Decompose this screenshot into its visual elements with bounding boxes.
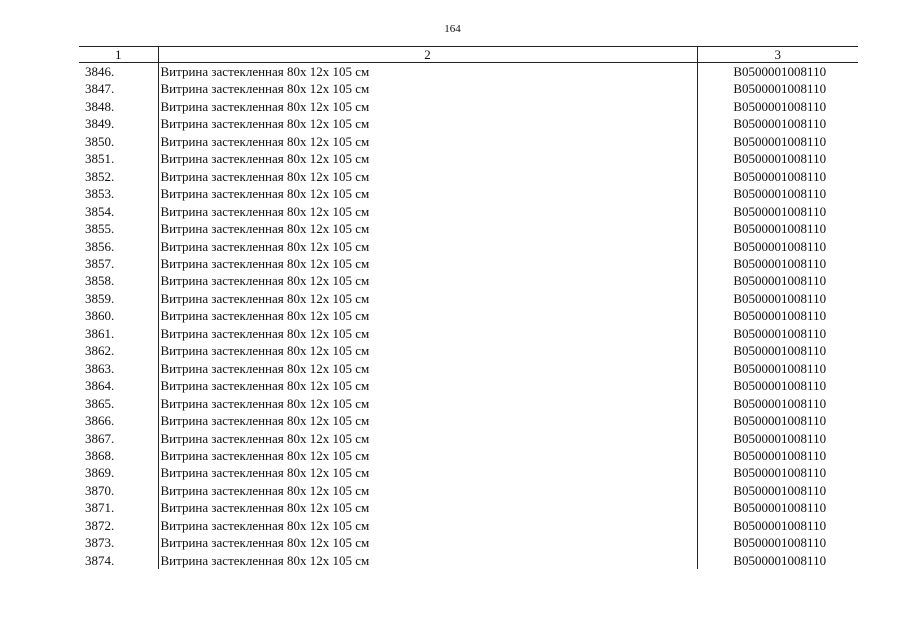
- table-body: [79, 63, 858, 570]
- row-number-cell: 3847.: [85, 81, 115, 97]
- row-number-cell: 3865.: [85, 395, 115, 411]
- table-row: [79, 534, 858, 551]
- inventory-code-cell: В0500001008110: [697, 133, 858, 150]
- inventory-code-cell: В0500001008110: [697, 220, 858, 237]
- table-row: [79, 464, 858, 481]
- inventory-table: [79, 46, 858, 569]
- inventory-code-cell: В0500001008110: [697, 80, 858, 97]
- inventory-code-cell: В0500001008110: [697, 203, 858, 220]
- table-row: [79, 272, 858, 289]
- table-row: [79, 290, 858, 307]
- table-row: [79, 377, 858, 394]
- table-row: [79, 203, 858, 220]
- row-number-cell: 3859.: [85, 290, 115, 306]
- inventory-code-cell: В0500001008110: [697, 412, 858, 429]
- inventory-code-cell: В0500001008110: [697, 115, 858, 132]
- inventory-code-cell: В0500001008110: [697, 307, 858, 324]
- inventory-code-cell: В0500001008110: [697, 98, 858, 115]
- item-name-cell: Витрина застекленная 80х 12х 105 см: [158, 150, 697, 167]
- item-name-cell: Витрина застекленная 80х 12х 105 см: [158, 133, 697, 150]
- table-row: [79, 517, 858, 534]
- table-row: [79, 430, 858, 447]
- inventory-code-cell: В0500001008110: [697, 290, 858, 307]
- row-number-cell: 3848.: [85, 98, 115, 114]
- column-header-2: 2: [158, 47, 697, 63]
- row-number-cell: 3851.: [85, 151, 115, 167]
- table-row: [79, 150, 858, 167]
- row-number-cell: 3869.: [85, 465, 115, 481]
- item-name-cell: Витрина застекленная 80х 12х 105 см: [158, 377, 697, 394]
- row-number-cell: 3873.: [85, 535, 115, 551]
- item-name-cell: Витрина застекленная 80х 12х 105 см: [158, 430, 697, 447]
- inventory-code-cell: В0500001008110: [697, 430, 858, 447]
- row-number-cell: 3850.: [85, 133, 115, 149]
- item-name-cell: Витрина застекленная 80х 12х 105 см: [158, 412, 697, 429]
- table-row: [79, 168, 858, 185]
- item-name-cell: Витрина застекленная 80х 12х 105 см: [158, 447, 697, 464]
- table-row: [79, 342, 858, 359]
- row-number-cell: 3853.: [85, 186, 115, 202]
- inventory-code-cell: В0500001008110: [697, 517, 858, 534]
- item-name-cell: Витрина застекленная 80х 12х 105 см: [158, 499, 697, 516]
- table-row: [79, 307, 858, 324]
- table-row: [79, 80, 858, 97]
- inventory-code-cell: В0500001008110: [697, 325, 858, 342]
- row-number-cell: 3870.: [85, 482, 115, 498]
- inventory-code-cell: В0500001008110: [697, 447, 858, 464]
- inventory-code-cell: В0500001008110: [697, 150, 858, 167]
- item-name-cell: Витрина застекленная 80х 12х 105 см: [158, 238, 697, 255]
- row-number-cell: 3858.: [85, 273, 115, 289]
- item-name-cell: Витрина застекленная 80х 12х 105 см: [158, 325, 697, 342]
- row-number-cell: 3852.: [85, 168, 115, 184]
- inventory-code-cell: В0500001008110: [697, 255, 858, 272]
- item-name-cell: Витрина застекленная 80х 12х 105 см: [158, 63, 697, 81]
- row-number-cell: 3872.: [85, 517, 115, 533]
- inventory-code-cell: В0500001008110: [697, 360, 858, 377]
- row-number-cell: 3849.: [85, 116, 115, 132]
- item-name-cell: Витрина застекленная 80х 12х 105 см: [158, 203, 697, 220]
- row-number-cell: 3846.: [85, 64, 115, 79]
- row-number-cell: 3867.: [85, 430, 115, 446]
- row-number-cell: 3874.: [85, 552, 115, 568]
- row-number-cell: 3864.: [85, 378, 115, 394]
- row-number-cell: 3854.: [85, 203, 115, 219]
- row-number-cell: 3862.: [85, 343, 115, 359]
- table-row: [79, 63, 858, 81]
- inventory-code-cell: В0500001008110: [697, 377, 858, 394]
- table-row: [79, 185, 858, 202]
- inventory-code-cell: В0500001008110: [697, 499, 858, 516]
- item-name-cell: Витрина застекленная 80х 12х 105 см: [158, 517, 697, 534]
- item-name-cell: Витрина застекленная 80х 12х 105 см: [158, 220, 697, 237]
- table-row: [79, 220, 858, 237]
- inventory-code-cell: В0500001008110: [697, 342, 858, 359]
- inventory-code-cell: В0500001008110: [697, 482, 858, 499]
- table-row: [79, 133, 858, 150]
- row-number-cell: 3861.: [85, 325, 115, 341]
- inventory-code-cell: В0500001008110: [697, 238, 858, 255]
- item-name-cell: Витрина застекленная 80х 12х 105 см: [158, 464, 697, 481]
- table-row: [79, 98, 858, 115]
- item-name-cell: Витрина застекленная 80х 12х 105 см: [158, 255, 697, 272]
- item-name-cell: Витрина застекленная 80х 12х 105 см: [158, 98, 697, 115]
- item-name-cell: Витрина застекленная 80х 12х 105 см: [158, 272, 697, 289]
- row-number-cell: 3868.: [85, 447, 115, 463]
- row-number-cell: 3860.: [85, 308, 115, 324]
- item-name-cell: Витрина застекленная 80х 12х 105 см: [158, 290, 697, 307]
- item-name-cell: Витрина застекленная 80х 12х 105 см: [158, 534, 697, 551]
- inventory-code-cell: В0500001008110: [697, 168, 858, 185]
- page-number: 164: [444, 23, 461, 35]
- column-header-3: 3: [697, 47, 858, 63]
- item-name-cell: Витрина застекленная 80х 12х 105 см: [158, 168, 697, 185]
- inventory-code-cell: В0500001008110: [697, 464, 858, 481]
- item-name-cell: Витрина застекленная 80х 12х 105 см: [158, 395, 697, 412]
- inventory-code-cell: В0500001008110: [697, 534, 858, 551]
- column-header-1: 1: [79, 47, 158, 63]
- item-name-cell: Витрина застекленная 80х 12х 105 см: [158, 185, 697, 202]
- table-row: [79, 552, 858, 569]
- table-row: [79, 115, 858, 132]
- item-name-cell: Витрина застекленная 80х 12х 105 см: [158, 552, 697, 569]
- item-name-cell: Витрина застекленная 80х 12х 105 см: [158, 307, 697, 324]
- table-row: [79, 238, 858, 255]
- row-number-cell: 3855.: [85, 221, 115, 237]
- table-row: [79, 395, 858, 412]
- item-name-cell: Витрина застекленная 80х 12х 105 см: [158, 360, 697, 377]
- item-name-cell: Витрина застекленная 80х 12х 105 см: [158, 482, 697, 499]
- table-header-row: [79, 47, 858, 63]
- item-name-cell: Витрина застекленная 80х 12х 105 см: [158, 80, 697, 97]
- inventory-code-cell: В0500001008110: [697, 552, 858, 569]
- table-row: [79, 255, 858, 272]
- table-row: [79, 482, 858, 499]
- row-number-cell: 3871.: [85, 500, 115, 516]
- row-number-cell: 3857.: [85, 255, 115, 271]
- inventory-code-cell: В0500001008110: [697, 272, 858, 289]
- table-row: [79, 412, 858, 429]
- table-row: [79, 325, 858, 342]
- inventory-code-cell: В0500001008110: [697, 63, 858, 81]
- item-name-cell: Витрина застекленная 80х 12х 105 см: [158, 342, 697, 359]
- row-number-cell: 3866.: [85, 413, 115, 429]
- table-row: [79, 499, 858, 516]
- inventory-code-cell: В0500001008110: [697, 395, 858, 412]
- row-number-cell: 3856.: [85, 238, 115, 254]
- table-row: [79, 360, 858, 377]
- row-number-cell: 3863.: [85, 360, 115, 376]
- inventory-code-cell: В0500001008110: [697, 185, 858, 202]
- item-name-cell: Витрина застекленная 80х 12х 105 см: [158, 115, 697, 132]
- table-row: [79, 447, 858, 464]
- inventory-table-container: [79, 46, 858, 569]
